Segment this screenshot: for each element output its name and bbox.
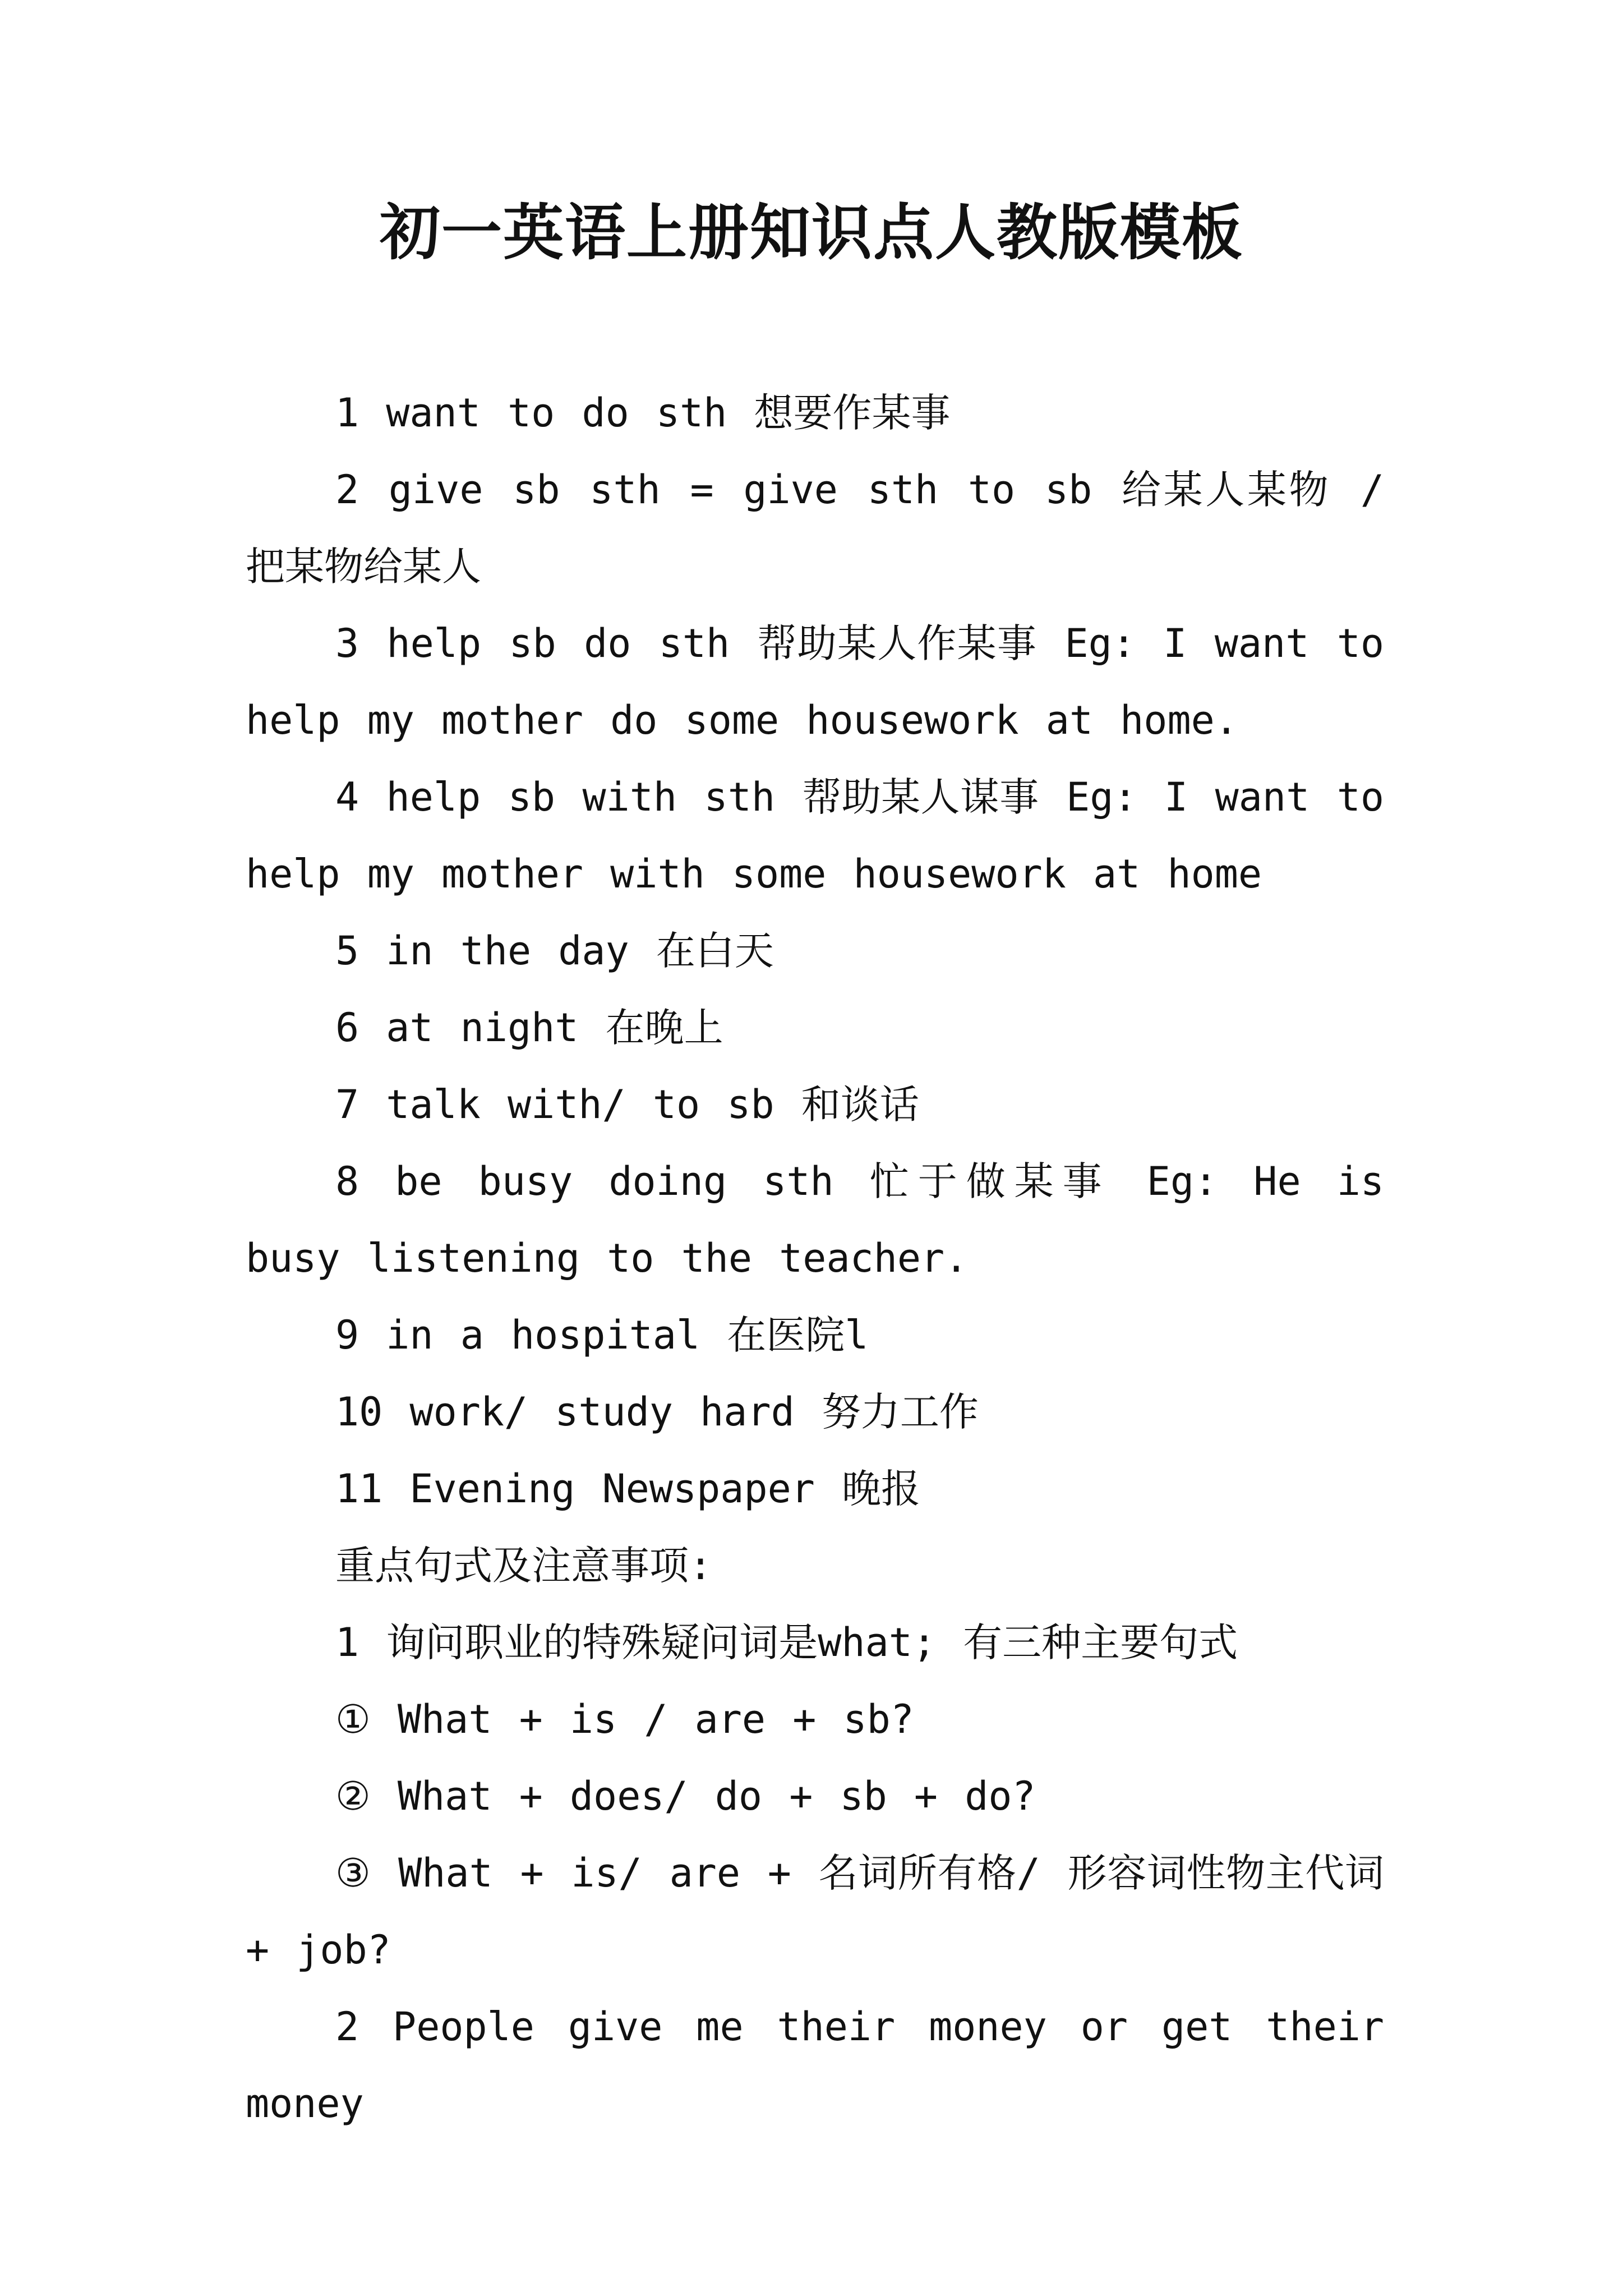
paragraph: 5 in the day 在白天: [335, 928, 774, 974]
paragraph: 2 give sb sth = give sth to sb 给某人某物 / 把某物给某人: [246, 467, 1384, 590]
paragraph: 10 work/ study hard 努力工作: [335, 1389, 979, 1435]
document-title: 初一英语上册知识点人教版模板: [379, 197, 1243, 268]
document-body: [246, 375, 1384, 2142]
paragraph: 1 want to do sth 想要作某事: [335, 390, 951, 436]
paragraph: 8 be busy doing sth 忙于做某事 Eg: He is busy listening to the teacher.: [246, 1158, 1384, 1281]
paragraph: 9 in a hospital 在医院l: [335, 1312, 869, 1358]
list-item: ① What + is / are + sb?: [335, 1696, 914, 1742]
list-item: ③ What + is/ are + 名词所有格/ 形容词性物主代词 + job?: [246, 1850, 1384, 1973]
paragraph: 7 talk with/ to sb 和谈话: [335, 1082, 919, 1128]
section-heading: 重点句式及注意事项:: [335, 1543, 713, 1589]
paragraph: 4 help sb with sth 帮助某人谋事 Eg: I want to help my mother with some housework at home: [246, 774, 1384, 897]
paragraph: 6 at night 在晚上: [335, 1005, 723, 1051]
paragraph: 1 询问职业的特殊疑问词是what; 有三种主要句式: [335, 1619, 1238, 1665]
paragraph: 11 Evening Newspaper 晚报: [335, 1466, 921, 1512]
paragraph: 2 People give me their money or get their money: [246, 2004, 1384, 2127]
list-item: ② What + does/ do + sb + do?: [335, 1773, 1036, 1819]
paragraph: 3 help sb do sth 帮助某人作某事 Eg: I want to help my mother do some housework at home.: [246, 620, 1384, 743]
